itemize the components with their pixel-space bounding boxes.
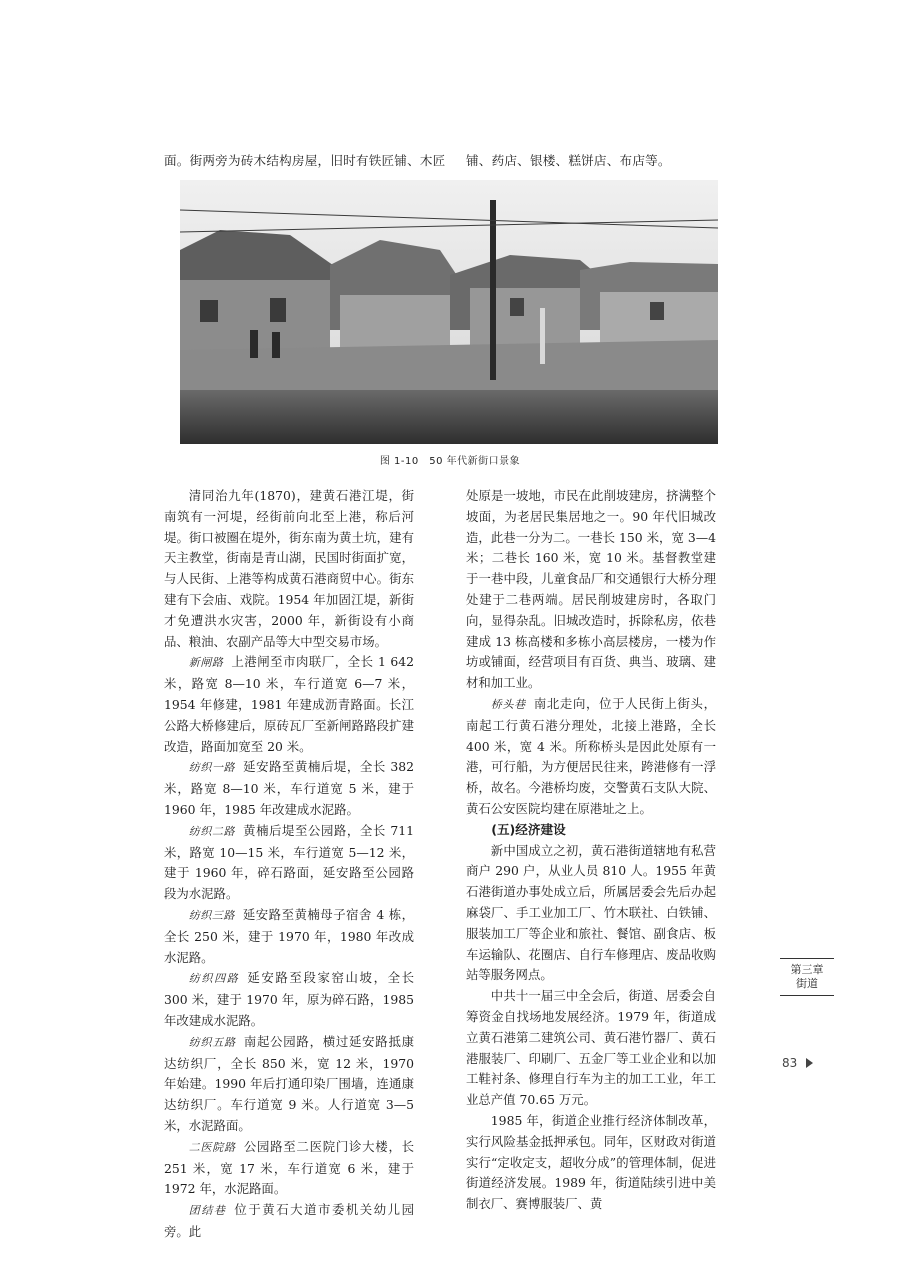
paragraph: 团结巷 位于黄石大道市委机关幼儿园旁。此 [164,1202,414,1239]
section-label: 街道 [796,977,818,990]
chapter-tab [780,958,834,996]
figure-caption: 图 1-10 50 年代新街口景象 [379,456,521,467]
paragraph: 清同治九年(1870)，建黄石港江堤，街南筑有一河堤，经街前向北至上港，称后河堤。街口被圈在堤外，街东南为黄土坑，建有天主教堂，街南是青山湖，民国时街面扩宽，与人民街、上港等构成黄石港商贸中心。街东建有下会庙、戏院。1954 年加固江堤，新街才免遭洪水灾害，2000 年，新街设有小商品、粮油、农副产品等大中型交易市场。 [164,488,414,649]
top-text-right: 铺、药店、银楼、糕饼店、布店等。 [466,153,671,168]
paragraph: 中共十一届三中全会后，街道、居委会自筹资金自找场地发展经济。1979 年，街道成立黄石港第二建筑公司、黄石港竹器厂、黄石港服装厂、印刷厂、五金厂等工业企业和以加工鞋衬条、修理自行车为主的加工工业，年工业总产值 70.65 万元。 [466,988,716,1108]
road-term: 团结巷 [188,1204,227,1218]
road-term: 纺织二路 [188,824,236,838]
top-text-left: 面。街两旁为砖木结构房屋，旧时有铁匠铺、木匠 [164,153,446,168]
paragraph: 新闸路 上港闸至市肉联厂，全长 1 642 米，路宽 8—10 米，车行道宽 6—7 米，1954 年修建，1981 年建成沥青路面。长江公路大桥修建后，原砖瓦厂至新闸路路段扩建改造，路面加宽至 20 米。 [164,654,414,754]
road-term: 纺织五路 [188,1035,236,1049]
left-column [164,486,414,1243]
paragraph: 纺织四路 延安路至段家窑山坡，全长 300 米，建于 1970 年，原为碎石路，1985 年改建成水泥路。 [164,970,415,1028]
road-term: 二医院路 [188,1140,236,1154]
page-number: 83 [782,1056,798,1070]
road-term: 纺织一路 [188,761,236,775]
street-photo [180,180,718,444]
road-term: 纺织四路 [188,972,240,986]
paragraph: 桥头巷 南北走向，位于人民街上街头，南起工行黄石港分理处，北接上港路，全长 400 米，宽 4 米。所称桥头是因此处原有一港，可行船，为方便居民往来，跨港修有一浮桥，故名。今港桥均废，交警黄石支队大院、黄石公安医院均建在原港址之上。 [466,695,717,816]
right-column [466,486,716,1215]
paragraph: 1985 年，街道企业推行经济体制改革，实行风险基金抵押承包。同年，区财政对街道实行“定收定支，超收分成”的管理体制，促进街道经济发展。1989 年，街道陆续引进中美制衣厂、赛博服装厂、黄 [466,1112,716,1212]
paragraph: 纺织三路 延安路至黄楠母子宿舍 4 栋，全长 250 米，建于 1970 年，1980 年改成水泥路。 [164,906,414,965]
road-term: 桥头巷 [490,697,526,711]
section-heading: (五)经济建设 [491,821,566,837]
paragraph: 纺织五路 南起公园路，横过延安路抵康达纺织厂，全长 850 米，宽 12 米，1970 年始建。1990 年后打通印染厂围墙，连通康达纺织厂。车行道宽 9 米。人行道宽 3—5 米，水泥路面。 [164,1033,414,1133]
paragraph: 新中国成立之初，黄石港街道辖地有私营商户 290 户，从业人员 810 人。1955 年黄石港街道办事处成立后，所属居委会先后办起麻袋厂、手工业加工厂、竹木联社、白铁铺、服装加工厂等企业和旅社、餐馆、副食店、板车运输队、花圈店、自行车修理店、废品收购站等服务网点。 [466,842,716,983]
paragraph: 纺织一路 延安路至黄楠后堤，全长 382 米，路宽 8—10 米，车行道宽 5 米，建于 1960 年，1985 年改建成水泥路。 [164,759,414,817]
road-term: 新闸路 [188,656,224,670]
chapter-label: 第三章 [790,963,824,976]
paragraph: 处原是一坡地，市民在此削坡建房，挤满整个坡面，为老居民集居地之一。90 年代旧城改造，此巷一分为二。一巷长 150 米，宽 3—4 米；二巷长 160 米，宽 10 米。基督教堂建于一巷中段，儿童食品厂和交通银行大桥分理处建于二巷两端。居民削坡建房时，各取门向，显得杂乱。旧城改造时，拆除私房，依巷建成 13 栋高楼和多栋小高层楼房，一楼为作坊或铺面，经营项目有百货、典当、玻璃、建材和加工业。 [466,488,716,691]
paragraph: 纺织二路 黄楠后堤至公园路，全长 711 米，路宽 10—15 米，车行道宽 5—12 米，建于 1960 年，碎石路面，延安路至公园路段为水泥路。 [164,822,414,902]
road-term: 纺织三路 [188,908,235,922]
paragraph: 二医院路 公园路至二医院门诊大楼，长 251 米，宽 17 米，车行道宽 6 米，建于 1972 年，水泥路面。 [164,1138,414,1197]
next-page-arrow-icon [806,1058,813,1068]
